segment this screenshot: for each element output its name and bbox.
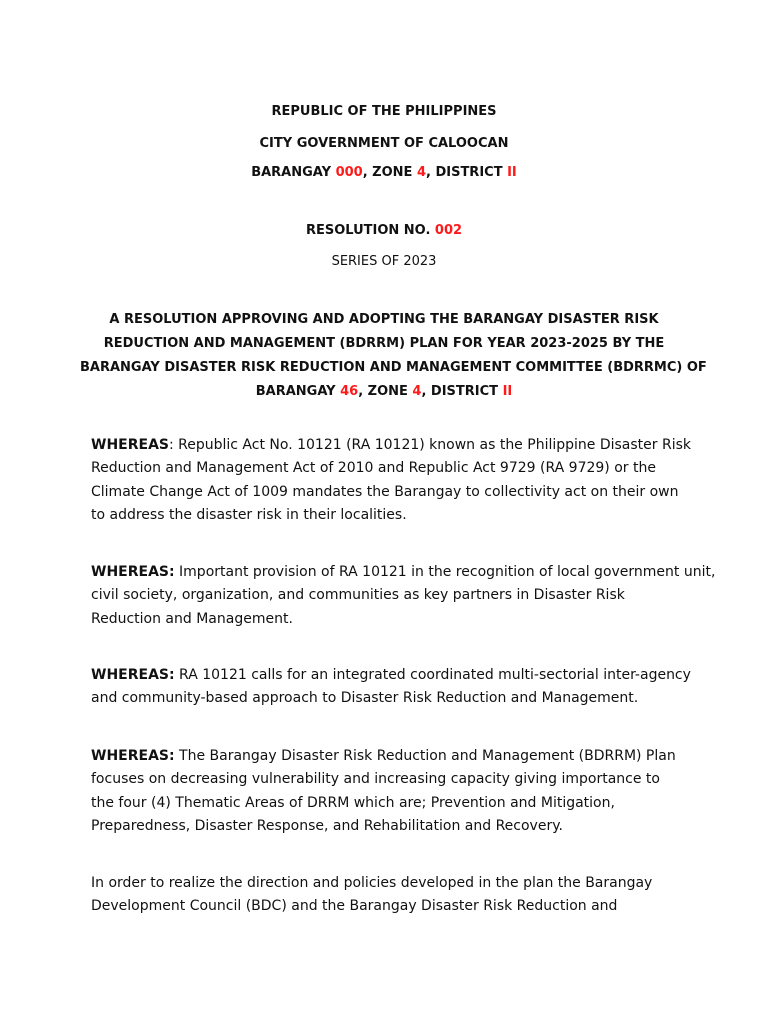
whereas-1-line-4: to address the disaster risk in their localities. (91, 506, 407, 523)
resolution-title (80, 308, 707, 404)
whereas-2-label: WHEREAS: (91, 564, 175, 580)
header-country (0, 103, 768, 121)
header-barangay-prefix: BARANGAY (251, 165, 336, 180)
title-district-prefix: , DISTRICT (421, 384, 503, 399)
whereas-4-line-3: the four (4) Thematic Areas of DRRM which are; Prevention and Mitigation, (91, 794, 615, 811)
header-barangay-number: 000 (335, 165, 363, 180)
whereas-1-line-1 (91, 434, 691, 457)
whereas-2-text-1: Important provision of RA 10121 in the recognition of local government unit, (174, 564, 716, 580)
title-district-number: II (502, 384, 513, 399)
whereas-2-line-1 (91, 561, 716, 584)
whereas-1-line-3: Climate Change Act of 1009 mandates the Barangay to collectivity act on their own (91, 483, 679, 500)
title-line-4 (80, 380, 688, 404)
whereas-4-label: WHEREAS: (91, 748, 175, 764)
title-line-1: A RESOLUTION APPROVING AND ADOPTING THE BARANGAY DISASTER RISK (109, 312, 659, 327)
whereas-2-line-2: civil society, organization, and communities as key partners in Disaster Risk (91, 587, 625, 604)
whereas-paragraph-4 (91, 745, 691, 838)
resolution-prefix: RESOLUTION NO. (305, 223, 435, 238)
resolution-series (0, 253, 768, 271)
title-line-3: BARANGAY DISASTER RISK REDUCTION AND MANAGEMENT COMMITTEE (BDRRMC) OF (80, 360, 707, 375)
whereas-1-line-2: Reduction and Management Act of 2010 and Republic Act 9729 (RA 9729) or the (91, 460, 656, 477)
title-zone-number: 4 (412, 384, 422, 399)
resolution-number-value: 002 (434, 223, 463, 238)
resolution-series-text: SERIES OF 2023 (331, 254, 437, 269)
closing-paragraph (91, 872, 691, 919)
closing-line-2: Development Council (BDC) and the Barangay Disaster Risk Reduction and (91, 898, 618, 915)
whereas-4-text-1: The Barangay Disaster Risk Reduction and Management (BDRRM) Plan (174, 748, 676, 764)
header-city (0, 135, 768, 153)
header-district-number: II (507, 165, 517, 180)
whereas-3-line-1 (91, 664, 691, 687)
header-zone-prefix: , ZONE (362, 165, 417, 180)
whereas-1-label: WHEREAS (91, 437, 169, 453)
whereas-paragraph-1 (91, 434, 691, 527)
header-district-prefix: , DISTRICT (425, 165, 508, 180)
header-country-text: REPUBLIC OF THE PHILIPPINES (271, 104, 497, 119)
whereas-4-line-2: focuses on decreasing vulnerability and increasing capacity giving importance to (91, 771, 660, 788)
whereas-2-line-3: Reduction and Management. (91, 610, 293, 627)
whereas-paragraph-2 (91, 561, 716, 631)
whereas-3-line-2: and community-based approach to Disaster Risk Reduction and Management. (91, 690, 639, 707)
title-barangay-number: 46 (340, 384, 359, 399)
whereas-3-text-1: RA 10121 calls for an integrated coordinated multi-sectorial inter-agency (174, 667, 691, 683)
resolution-number (0, 222, 768, 240)
title-line-2: REDUCTION AND MANAGEMENT (BDRRM) PLAN FOR YEAR 2023-2025 BY THE (103, 336, 665, 351)
whereas-paragraph-3 (91, 664, 691, 711)
header-barangay (0, 164, 768, 182)
closing-line-1: In order to realize the direction and policies developed in the plan the Barangay (91, 875, 653, 891)
whereas-4-line-1 (91, 745, 691, 768)
title-zone-prefix: , ZONE (358, 384, 413, 399)
header-zone-number: 4 (416, 165, 426, 180)
whereas-4-line-4: Preparedness, Disaster Response, and Rehabilitation and Recovery. (91, 817, 563, 834)
whereas-3-label: WHEREAS: (91, 667, 175, 683)
title-barangay-prefix: BARANGAY (255, 384, 341, 399)
whereas-1-text-1: : Republic Act No. 10121 (RA 10121) known as the Philippine Disaster Risk (168, 437, 691, 453)
header-city-text: CITY GOVERNMENT OF CALOOCAN (259, 136, 509, 151)
